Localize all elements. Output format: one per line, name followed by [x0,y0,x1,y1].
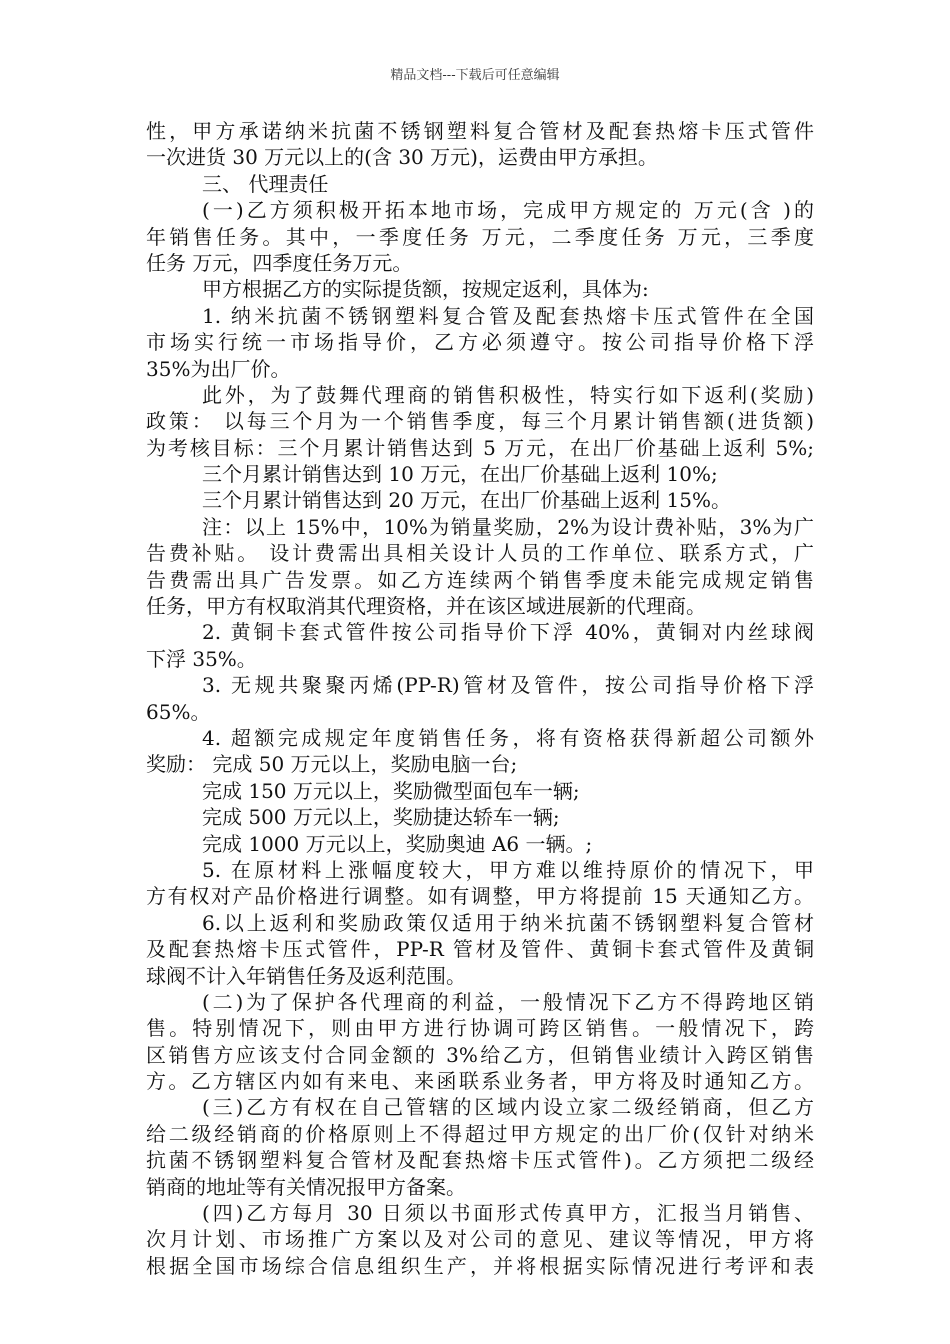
body-line: (一)乙方须积极开拓本地市场，完成甲方规定的 万元(含 )的 [202,198,814,223]
body-line: 完成 1000 万元以上，奖励奥迪 A6 一辆。; [202,831,593,856]
body-line: 为考核目标：三个月累计销售达到 5 万元，在出厂价基础上返利 5%; [146,435,814,460]
body-line: 6.以上返利和奖励政策仅适用于纳米抗菌不锈钢塑料复合管材 [202,910,814,935]
body-line: 三个月累计销售达到 10 万元，在出厂价基础上返利 10%; [202,462,718,487]
body-line: 任务 万元，四季度任务万元。 [146,250,413,275]
body-line: 球阀不计入年销售任务及返利范围。 [146,963,466,988]
body-line: 抗菌不锈钢塑料复合管材及配套热熔卡压式管件)。乙方须把二级经 [146,1148,814,1173]
body-line: 任务，甲方有权取消其代理资格，并在该区域进展新的代理商。 [146,594,706,619]
document-body [146,118,814,1279]
body-line: 5. 在原材料上涨幅度较大，甲方难以维持原价的情况下，甲 [202,857,814,882]
body-line: 3. 无规共聚聚丙烯(PP-R)管材及管件，按公司指导价格下浮 [202,673,814,698]
body-line: 三个月累计销售达到 20 万元，在出厂价基础上返利 15%。 [202,488,731,513]
body-line: (三)乙方有权在自己管辖的区域内设立家二级经销商，但乙方 [202,1095,814,1120]
body-line: 甲方根据乙方的实际提货额，按规定返利，具体为: [202,277,649,302]
body-line: 政策： 以每三个月为一个销售季度，每三个月累计销售额(进货额) [146,409,814,434]
body-line: 三、 代理责任 [202,171,329,196]
body-line: 65%。 [146,699,211,724]
body-line: 注：以上 15%中，10%为销量奖励，2%为设计费补贴，3%为广 [202,514,814,539]
body-line: 4. 超额完成规定年度销售任务，将有资格获得新超公司额外 [202,725,814,750]
body-line: 次月计划、市场推广方案以及对公司的意见、建议等情况，甲方将 [146,1227,814,1252]
body-line: 告费补贴。 设计费需出具相关设计人员的工作单位、联系方式，广 [146,541,814,566]
body-line: 完成 150 万元以上，奖励微型面包车一辆; [202,778,580,803]
body-line: 方有权对产品价格进行调整。如有调整，甲方将提前 15 天通知乙方。 [146,884,814,909]
body-line: 性，甲方承诺纳米抗菌不锈钢塑料复合管材及配套热熔卡压式管件 [146,119,814,143]
body-line: 给二级经销商的价格原则上不得超过甲方规定的出厂价(仅针对纳米 [146,1121,814,1146]
body-line: 告费需出具广告发票。如乙方连续两个销售季度未能完成规定销售 [146,567,814,592]
body-line: 2. 黄铜卡套式管件按公司指导价下浮 40%，黄铜对内丝球阀 [202,620,814,645]
body-line: 区销售方应该支付合同金额的 3%给乙方，但销售业绩计入跨区销售 [146,1042,814,1067]
body-line: 35%为出厂价。 [146,356,291,381]
body-line: 一次进货 30 万元以上的(含 30 万元)，运费由甲方承担。 [146,145,658,170]
body-line: 此外，为了鼓舞代理商的销售积极性，特实行如下返利(奖励) [202,382,814,407]
body-line: 完成 500 万元以上，奖励捷达轿车一辆; [202,805,560,830]
body-line: (二)为了保护各代理商的利益，一般情况下乙方不得跨地区销 [202,989,814,1014]
body-line: 及配套热熔卡压式管件，PP-R 管材及管件、黄铜卡套式管件及黄铜 [146,937,814,962]
body-line: 市场实行统一市场指导价，乙方必须遵守。按公司指导价格下浮 [146,330,814,355]
body-line: 年销售任务。其中，一季度任务 万元，二季度任务 万元，三季度 [146,224,814,249]
body-line: 根据全国市场综合信息组织生产，并将根据实际情况进行考评和表 [146,1253,814,1278]
page-header: 精品文档---下载后可任意编辑 [390,68,560,83]
body-line: 1. 纳米抗菌不锈钢塑料复合管及配套热熔卡压式管件在全国 [202,303,814,328]
body-line: 方。乙方辖区内如有来电、来函联系业务者，甲方将及时通知乙方。 [146,1069,814,1094]
body-line: 下浮 35%。 [146,646,257,671]
body-line: 售。特别情况下，则由甲方进行协调可跨区销售。一般情况下，跨 [146,1016,814,1041]
body-line: (四)乙方每月 30 日须以书面形式传真甲方，汇报当月销售、 [202,1201,814,1226]
body-line: 奖励： 完成 50 万元以上，奖励电脑一台; [146,752,518,777]
body-line: 销商的地址等有关情况报甲方备案。 [146,1174,466,1199]
